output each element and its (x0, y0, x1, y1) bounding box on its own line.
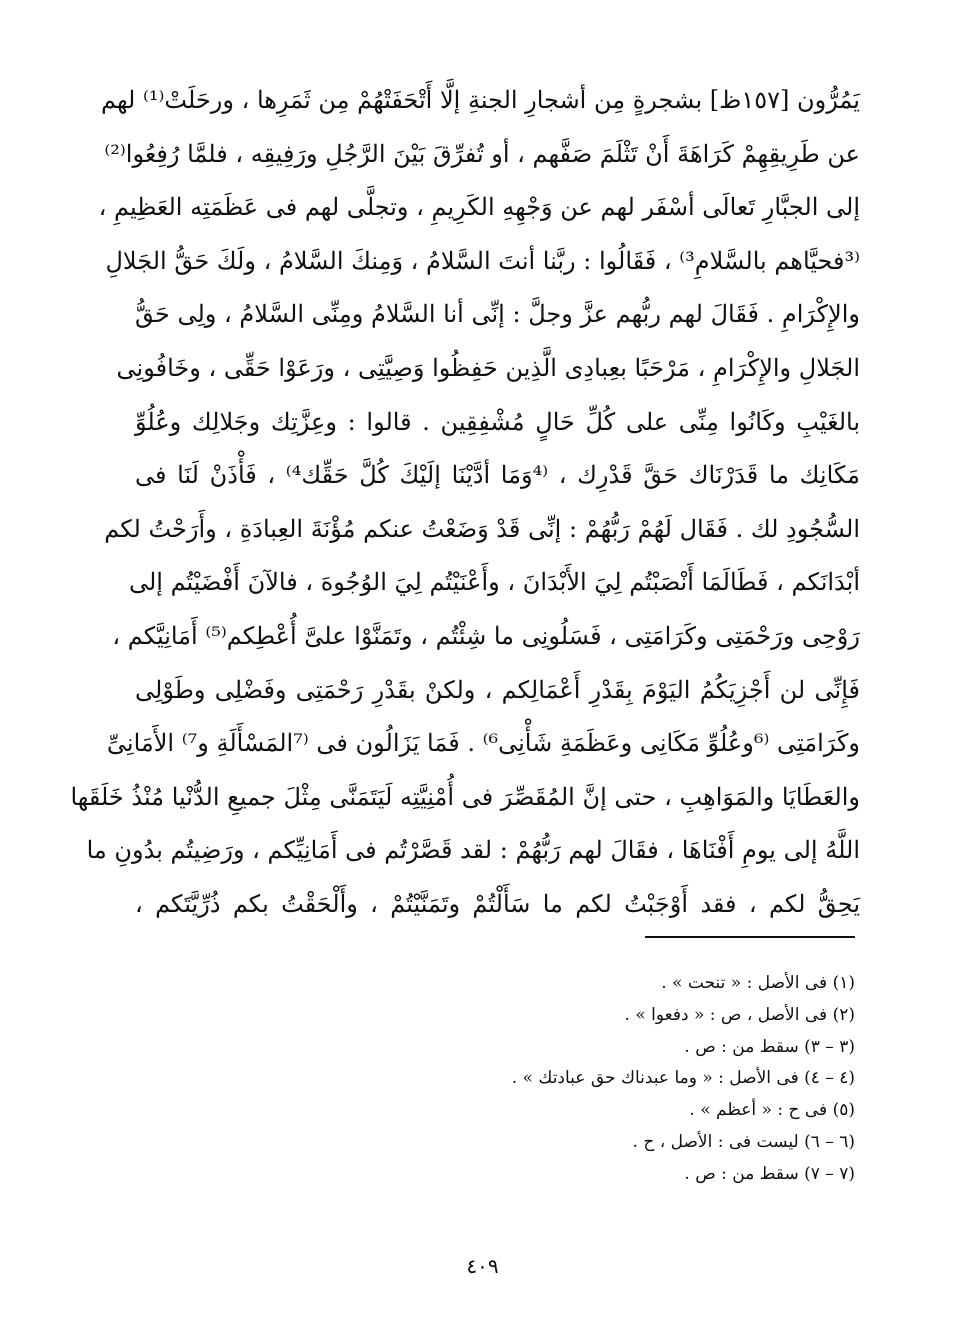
text-line-6: الجَلالِ والإِكْرَامِ ، مَرْحَبًا بعِبادِى الَّذِين حَفِظُوا وَصِيَّتِى ، ورَعَوْا حَقِّى ، وخَافُونِى (116, 353, 860, 382)
text-line-13: وكَرَامَتِى ⁽⁶وعُلُوِّ مَكَانِى وعَظَمَةِ شَأْنِى⁶⁾ . فَمَا يَزَالُون فى ⁽⁷المَسْأَلَةِ و⁷⁾ الأَمَانِىِّ (106, 729, 860, 758)
footnote-5: (٥) فى ح : « أعظم » . (689, 1100, 855, 1121)
text-line-9: السُّجُودِ لك . فَقَال لَهُمْ رَبُّهُمْ : إنِّى قَدْ وَضَعْتُ عنكم مُؤْنَةَ العِبادَةِ ، وأَرَحْتُ لكم (104, 514, 860, 543)
text-line-5: والإِكْرَامِ . فَقَالَ لهم ربُّهم عزَّ وجلَّ : إنِّى أنا السَّلامُ ومِنِّى السَّلامُ ، ولِى حَقُّ (135, 300, 860, 329)
text-line-2: عن طَرِيقِهِمْ كَرَاهَةَ أَنْ تَثْلَمَ صَفَّهم ، أو تُفرِّقَ بَيْنَ الرَّجُلِ ورَفِيقِه ، فلمَّا رُفِعُوا⁽²⁾ (104, 139, 860, 168)
text-line-4: ⁽³فحيَّاهم بالسَّلامِ³⁾ ، فَقَالُوا : ربَّنا أنتَ السَّلامُ ، وَمِنكَ السَّلامُ ، ولَكَ حَقُّ الجَلالِ (105, 246, 860, 275)
footnote-6: (٦ – ٦) ليست فى : الأصل ، ح . (632, 1131, 855, 1152)
footnotes-block (300, 968, 855, 1191)
footnote-separator (645, 936, 855, 938)
footnote-4: (٤ – ٤) فى الأصل : « وما عبدناك حق عبادتك » . (511, 1068, 855, 1089)
text-line-15: اللَّهُ إلى يومِ أَفْنَاهَا ، فقَالَ لهم رَبُّهُمْ : لقد قَصَّرْتُم فى أَمَانِيِّكم ، ورَضِيتُم بدُونِ ما (86, 836, 860, 865)
text-line-10: أبْدَانَكم ، فَطَالَمَا أَنْصَبْتُم لِيَ الأَبْدَانَ ، وأَعْنَيْتُم لِيَ الوُجُوهَ ، فالآنَ أَفْضَيْتُم إلى (128, 568, 860, 597)
main-text-block (70, 74, 861, 932)
text-line-8: مَكَانِك ما قَدَرْنَاك حَقَّ قَدْرِك ، ⁽⁴وَمَا أدَّيْنَا إلَيْكَ كُلَّ حَقِّك⁴⁾ ، فَأْذَنْ لَنَا فى (135, 461, 861, 490)
footnote-1: (١) فى الأصل : « تنحت » . (661, 973, 855, 993)
text-line-12: فَإِنِّى لن أَجْزِيَكُمُ اليَوْمَ بِقَدْرِ أَعْمَالِكم ، ولكنْ بقَدْرِ رَحْمَتِى وفَضْلِى وطَوْلِى (135, 675, 860, 704)
text-line-3: إلى الجبَّارِ تَعالَى أسْفَر لهم عن وَجْهِهِ الكَرِيمِ ، وتجلَّى لهم فى عَظَمَتِه العَظِيمِ ، (98, 193, 860, 222)
footnote-7: (٧ – ٧) سقط من : ص . (684, 1163, 855, 1184)
footnote-2: (٢) فى الأصل ، ص : « دفعوا » . (624, 1004, 855, 1025)
text-line-1: يَمُرُّون [١٥٧ظ] بشجرةٍ مِن أشجارِ الجنةِ إلَّا أَتْحَفَتْهُمْ مِن ثَمَرِها ، ورحَلَتْ⁽¹⁾ لهم (101, 86, 860, 114)
text-line-16: يَحِقُّ لكم ، فقد أَوْجَبْتُ لكم ما سَأَلْتُمْ وتَمَنَّيْتُمْ ، وأَلْحَقْتُ بكم ذُرِّيَّتَكم ، (135, 889, 860, 918)
footnote-3: (٣ – ٣) سقط من : ص . (684, 1036, 855, 1057)
text-line-11: رَوْحِى ورَحْمَتِى وكَرَامَتِى ، فَسَلُونِى ما شِئْتُم ، وتَمَنَّوْا علىَّ أُعْطِكم⁽⁵⁾ أَمَانِيَّكم ، (112, 621, 860, 650)
page-number: ٤٠٩ (466, 1254, 499, 1278)
text-line-14: والعَطَايَا والمَوَاهِبِ ، حتى إنَّ المُقَصِّرَ فى أُمْنِيَّتِه لَيَتَمَنَّى مِثْلَ جميعِ الدُّنْيا مُنْذُ خَلَقَها (70, 782, 860, 811)
text-line-7: بالغَيْبِ وكَانُوا مِنِّى على كُلِّ حَالٍ مُشْفِقِين . قالوا : وعِزَّتِك وجَلالِك وعُلُوِّ (135, 407, 860, 436)
